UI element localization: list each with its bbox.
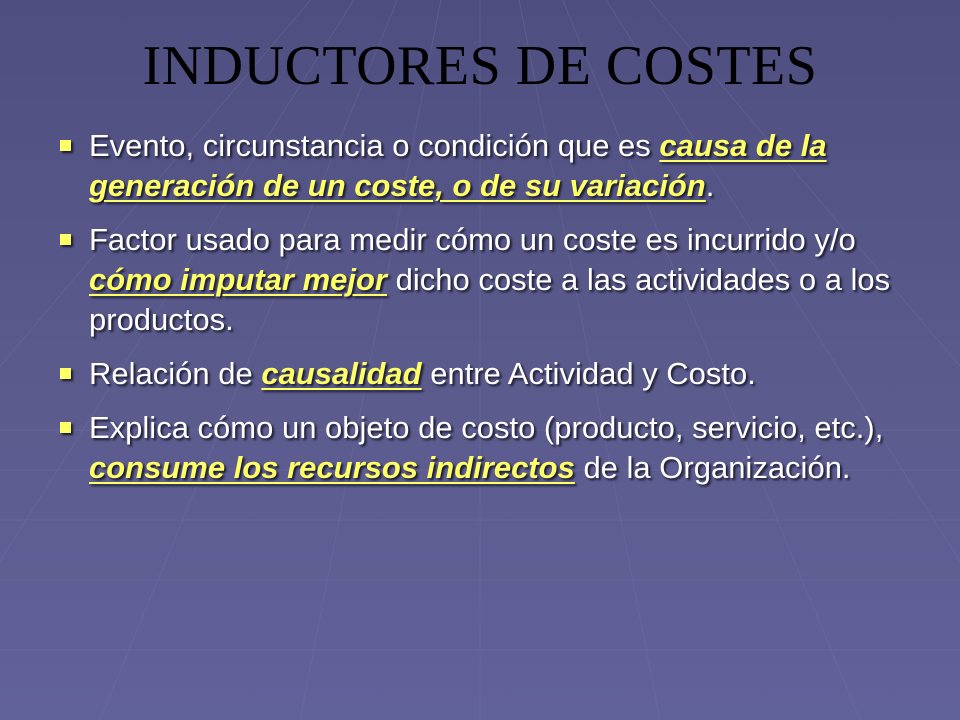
bullet-text: dicho coste a las actividades o a los productos. (89, 262, 891, 337)
bullet-list (56, 126, 906, 502)
bullet-text: Factor usado para medir cómo un coste es incurrido y/o (89, 222, 856, 257)
square-bullet-icon (60, 368, 71, 379)
square-bullet-icon (60, 422, 71, 433)
bullet-text: Relación de (89, 356, 262, 391)
bullet-text: de la Organización. (574, 450, 851, 485)
slide-title: INDUCTORES DE COSTES (142, 35, 818, 97)
bullet-item (56, 126, 906, 206)
bullet-item (56, 354, 906, 394)
bullet-item (56, 220, 906, 340)
bullet-item (56, 408, 906, 488)
bullet-text: Explica cómo un objeto de costo (producto, servicio, etc.), (89, 410, 884, 445)
bullet-text: Evento, circunstancia o condición que es (89, 128, 660, 163)
bullet-highlight: consume los recursos indirectos (89, 450, 575, 485)
bullet-highlight: causalidad (261, 356, 422, 391)
square-bullet-icon (60, 234, 71, 245)
bullet-highlight: causa de la generación de un coste, o de su variación (89, 128, 827, 203)
square-bullet-icon (60, 140, 71, 151)
bullet-text: . (705, 168, 715, 203)
bullet-highlight: cómo imputar mejor (89, 262, 387, 297)
bullet-text: entre Actividad y Costo. (421, 356, 756, 391)
